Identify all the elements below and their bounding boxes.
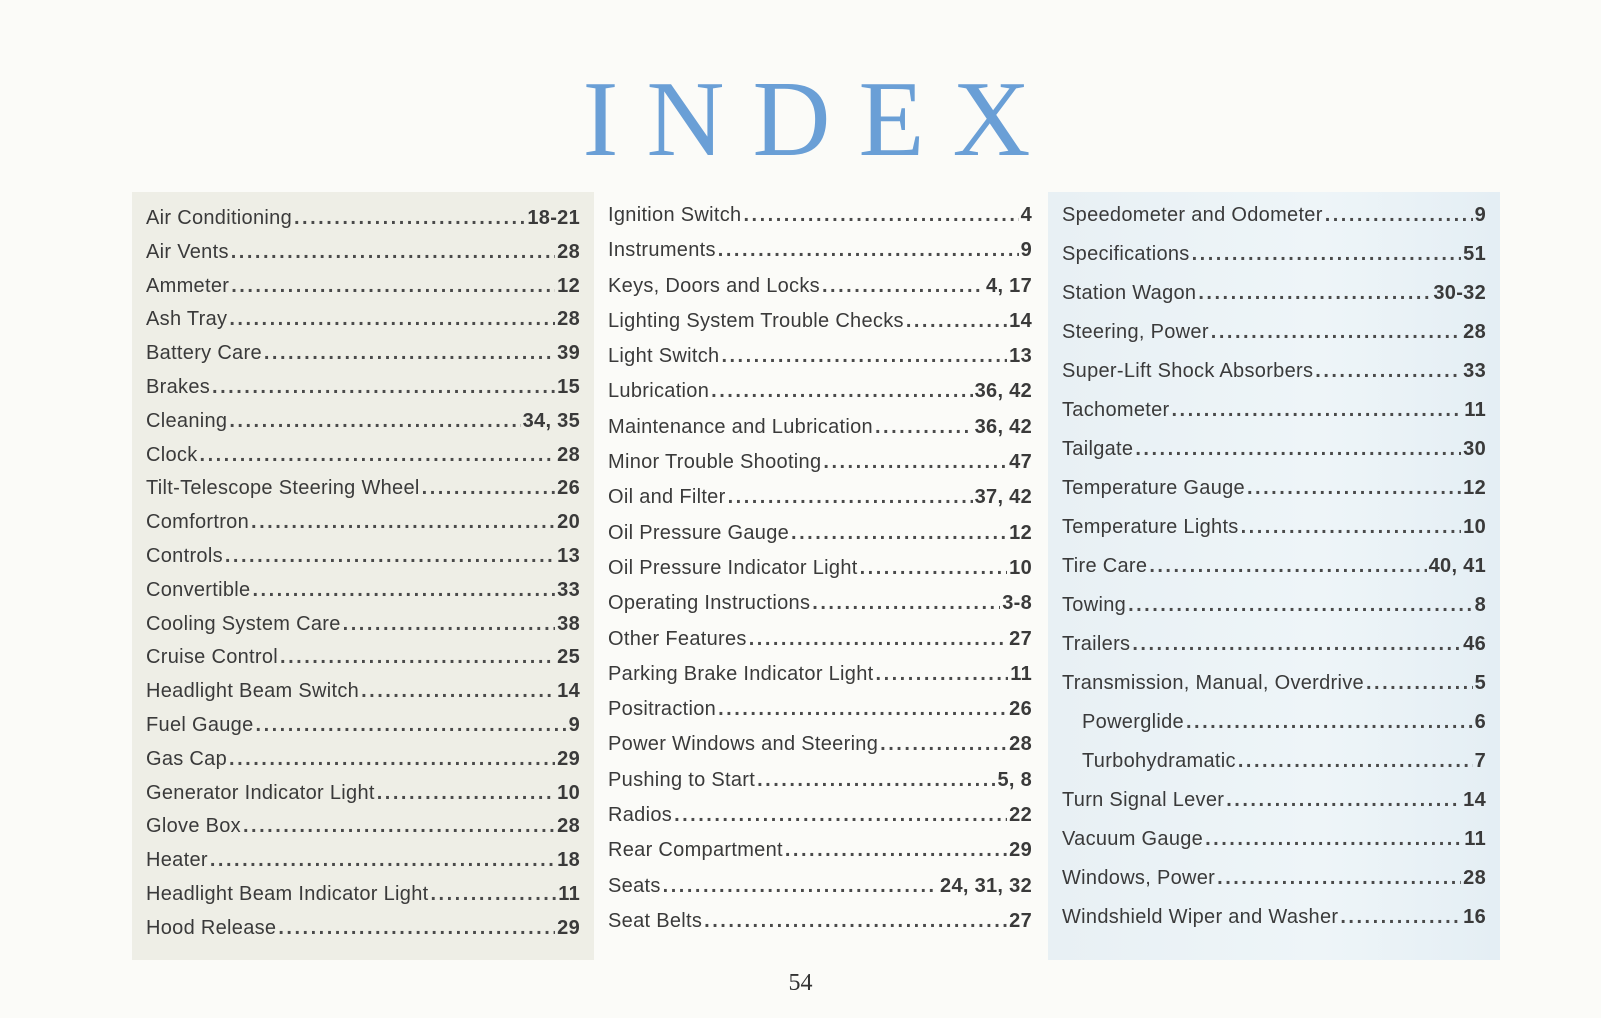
index-column-1 xyxy=(132,192,594,960)
dot-leader xyxy=(1325,196,1473,235)
index-entry xyxy=(608,692,1032,727)
dot-leader xyxy=(1172,391,1463,430)
index-entry xyxy=(146,608,580,642)
index-entry xyxy=(1062,469,1486,508)
index-entry xyxy=(608,586,1032,621)
index-entry xyxy=(1062,313,1486,352)
dot-leader xyxy=(229,303,555,337)
index-entry-label: Rear Compartment xyxy=(608,839,783,862)
dot-leader xyxy=(210,844,555,878)
index-entry-page: 14 xyxy=(1009,309,1032,332)
dot-leader xyxy=(229,405,520,439)
dot-leader xyxy=(422,472,556,506)
index-entry-page: 33 xyxy=(557,578,580,601)
index-entry-page: 20 xyxy=(557,511,580,534)
index-entry xyxy=(1062,352,1486,391)
index-entry xyxy=(146,439,580,473)
index-entry-label: Positraction xyxy=(608,698,717,721)
dot-leader xyxy=(704,904,1007,939)
dot-leader xyxy=(231,236,555,270)
dot-leader xyxy=(860,551,1008,586)
dot-leader xyxy=(1149,547,1426,586)
index-entry xyxy=(146,844,580,878)
dot-leader xyxy=(674,798,1007,833)
dot-leader xyxy=(361,675,555,709)
index-entry-page: 18-21 xyxy=(527,207,580,229)
index-entry xyxy=(1062,625,1486,664)
index-entry-page: 5 xyxy=(1474,672,1486,694)
index-entry-page: 33 xyxy=(1463,360,1486,382)
index-entry xyxy=(146,743,580,777)
index-entry-label: Comfortron xyxy=(146,511,250,534)
index-entry xyxy=(146,810,580,844)
index-entry-page: 15 xyxy=(557,375,580,398)
dot-leader xyxy=(231,270,555,304)
dot-leader xyxy=(721,339,1007,374)
index-entry xyxy=(608,798,1032,833)
index-entry xyxy=(1062,586,1486,625)
index-entry-label: Air Conditioning xyxy=(146,207,292,229)
index-entry-page: 6 xyxy=(1474,711,1486,733)
index-entry-label: Lubrication xyxy=(608,380,710,403)
index-entry-page: 30 xyxy=(1463,438,1486,460)
dot-leader xyxy=(1241,508,1462,547)
dot-leader xyxy=(1366,664,1473,703)
index-entry xyxy=(1062,664,1486,703)
index-entry-label: Seats xyxy=(608,874,661,897)
index-entry-page: 26 xyxy=(557,477,580,500)
dot-leader xyxy=(1217,859,1461,898)
dot-leader xyxy=(728,480,973,515)
index-entry-label: Vacuum Gauge xyxy=(1062,828,1204,850)
dot-leader xyxy=(212,371,555,405)
index-entry-page: 28 xyxy=(1463,321,1486,343)
index-entry-page: 14 xyxy=(1463,789,1486,811)
index-entry-page: 37, 42 xyxy=(974,486,1032,509)
index-entry-label: Air Vents xyxy=(146,240,229,263)
index-entry-label: Headlight Beam Indicator Light xyxy=(146,882,429,905)
index-entry-label: Ammeter xyxy=(146,274,230,297)
index-entry-label: Brakes xyxy=(146,375,211,398)
dot-leader xyxy=(294,202,525,236)
index-entry-page: 29 xyxy=(557,916,580,939)
index-entry-page: 28 xyxy=(1463,867,1486,889)
index-entry xyxy=(146,709,580,743)
dot-leader xyxy=(252,574,555,608)
index-entry xyxy=(1062,274,1486,313)
index-entry-label: Battery Care xyxy=(146,342,262,365)
index-entry-label: Tilt-Telescope Steering Wheel xyxy=(146,477,420,500)
dot-leader xyxy=(785,833,1007,868)
index-entry xyxy=(608,763,1032,798)
index-entry-label: Hood Release xyxy=(146,916,277,939)
index-entry-label: Power Windows and Steering xyxy=(608,733,879,756)
dot-leader xyxy=(264,337,555,371)
index-entry-page: 11 xyxy=(1464,399,1486,421)
index-entry xyxy=(608,869,1032,904)
dot-leader xyxy=(377,777,555,811)
dot-leader xyxy=(278,912,555,946)
dot-leader xyxy=(1226,781,1461,820)
dot-leader xyxy=(343,608,555,642)
dot-leader xyxy=(1340,898,1461,937)
dot-leader xyxy=(823,445,1007,480)
dot-leader xyxy=(822,269,984,304)
index-entry xyxy=(608,339,1032,374)
index-entry xyxy=(1062,742,1486,781)
index-entry-page: 10 xyxy=(1009,556,1032,579)
index-entry-label: Turbohydramatic xyxy=(1082,750,1236,772)
dot-leader xyxy=(1205,820,1462,859)
index-entry-label: Gas Cap xyxy=(146,747,228,770)
index-entry-label: Oil and Filter xyxy=(608,486,726,509)
index-entry xyxy=(146,405,580,439)
index-entry-page: 10 xyxy=(557,781,580,804)
index-entry xyxy=(146,371,580,405)
index-entry-page: 28 xyxy=(557,443,580,466)
dot-leader xyxy=(875,410,973,445)
index-entry-label: Parking Brake Indicator Light xyxy=(608,662,874,685)
index-entry xyxy=(608,480,1032,515)
dot-leader xyxy=(1135,430,1461,469)
dot-leader xyxy=(1132,625,1461,664)
index-entry-page: 12 xyxy=(557,274,580,297)
dot-leader xyxy=(280,641,555,675)
index-entry xyxy=(1062,196,1486,235)
index-entry-label: Steering, Power xyxy=(1062,321,1209,343)
index-entry xyxy=(608,551,1032,586)
index-entry xyxy=(1062,547,1486,586)
index-entry-label: Convertible xyxy=(146,578,251,601)
index-entry xyxy=(1062,235,1486,274)
index-entry-label: Windows, Power xyxy=(1062,867,1216,889)
index-entry-page: 14 xyxy=(557,680,580,703)
dot-leader xyxy=(812,586,1000,621)
index-entry-label: Ash Tray xyxy=(146,308,228,331)
index-entry xyxy=(1062,391,1486,430)
index-entry-label: Headlight Beam Switch xyxy=(146,680,360,703)
dot-leader xyxy=(1186,703,1473,742)
dot-leader xyxy=(876,657,1009,692)
index-entry xyxy=(146,303,580,337)
index-entry-page: 34, 35 xyxy=(522,409,580,432)
dot-leader xyxy=(1128,586,1473,625)
index-entry-page: 36, 42 xyxy=(974,380,1032,403)
index-entry-page: 40, 41 xyxy=(1428,555,1486,577)
index-entry xyxy=(608,198,1032,233)
index-entry xyxy=(608,904,1032,939)
index-entry-label: Glove Box xyxy=(146,815,241,838)
index-entry-page: 28 xyxy=(557,240,580,263)
index-entry-label: Specifications xyxy=(1062,243,1190,265)
index-entry xyxy=(608,374,1032,409)
index-entry-page: 28 xyxy=(557,815,580,838)
index-entry-page: 29 xyxy=(1009,839,1032,862)
index-entry-page: 9 xyxy=(568,713,580,736)
dot-leader xyxy=(243,810,555,844)
index-entry xyxy=(608,233,1032,268)
dot-leader xyxy=(1238,742,1473,781)
index-entry-label: Oil Pressure Gauge xyxy=(608,521,790,544)
index-entry-label: Trailers xyxy=(1062,633,1131,655)
index-entry-page: 12 xyxy=(1009,521,1032,544)
index-entry-label: Controls xyxy=(146,544,223,567)
dot-leader xyxy=(225,540,555,574)
dot-leader xyxy=(1198,274,1431,313)
index-entry-label: Seat Belts xyxy=(608,909,703,932)
index-entry xyxy=(1062,859,1486,898)
index-entry-label: Lighting System Trouble Checks xyxy=(608,309,904,332)
index-entry xyxy=(146,777,580,811)
index-entry xyxy=(146,641,580,675)
page-number: 54 xyxy=(788,970,813,996)
index-entry-label: Station Wagon xyxy=(1062,282,1197,304)
index-entry xyxy=(146,506,580,540)
index-entry-page: 26 xyxy=(1009,698,1032,721)
index-entry-label: Radios xyxy=(608,804,673,827)
index-entry xyxy=(608,410,1032,445)
index-entry-page: 13 xyxy=(1009,345,1032,368)
index-entry-label: Pushing to Start xyxy=(608,768,756,791)
index-entry xyxy=(146,540,580,574)
index-column-3 xyxy=(1048,192,1500,960)
index-entry-page: 36, 42 xyxy=(974,415,1032,438)
dot-leader xyxy=(718,233,1019,268)
index-entry-page: 38 xyxy=(557,612,580,635)
dot-leader xyxy=(229,743,555,777)
index-entry xyxy=(608,304,1032,339)
dot-leader xyxy=(906,304,1007,339)
index-entry-label: Clock xyxy=(146,443,198,466)
index-entry xyxy=(146,270,580,304)
dot-leader xyxy=(718,692,1007,727)
dot-leader xyxy=(256,709,567,743)
index-entry xyxy=(1062,430,1486,469)
index-entry-label: Generator Indicator Light xyxy=(146,781,375,804)
dot-leader xyxy=(200,439,556,473)
index-entry-page: 47 xyxy=(1009,451,1032,474)
dot-leader xyxy=(757,763,995,798)
index-entry-page: 9 xyxy=(1020,239,1032,262)
index-entry xyxy=(146,236,580,270)
index-entry-page: 13 xyxy=(557,544,580,567)
index-entry xyxy=(608,622,1032,657)
index-entry-label: Towing xyxy=(1062,594,1127,616)
index-entry xyxy=(608,657,1032,692)
dot-leader xyxy=(663,869,938,904)
index-entry-label: Instruments xyxy=(608,239,716,262)
index-entry xyxy=(1062,898,1486,937)
index-entry-page: 25 xyxy=(557,646,580,669)
index-entry xyxy=(608,727,1032,762)
index-entry-label: Turn Signal Lever xyxy=(1062,789,1225,811)
index-entry xyxy=(146,675,580,709)
index-entry-label: Temperature Gauge xyxy=(1062,477,1245,499)
index-entry xyxy=(146,574,580,608)
index-entry-label: Minor Trouble Shooting xyxy=(608,451,822,474)
dot-leader xyxy=(1192,235,1462,274)
dot-leader xyxy=(431,878,557,912)
index-entry-page: 4, 17 xyxy=(986,274,1032,297)
index-entry-label: Ignition Switch xyxy=(608,204,742,226)
index-entry-page: 24, 31, 32 xyxy=(940,874,1032,897)
index-entry xyxy=(1062,703,1486,742)
index-entry-label: Transmission, Manual, Overdrive xyxy=(1062,672,1364,694)
index-entry-label: Operating Instructions xyxy=(608,592,811,615)
index-entry-label: Tachometer xyxy=(1062,399,1170,421)
index-entry-page: 5, 8 xyxy=(997,768,1032,791)
index-entry-page: 8 xyxy=(1474,594,1486,616)
index-entry-page: 39 xyxy=(557,342,580,365)
index-entry-label: Light Switch xyxy=(608,345,720,368)
index-entry-label: Tire Care xyxy=(1062,555,1148,577)
page-title: INDEX xyxy=(582,60,1059,179)
index-entry-page: 12 xyxy=(1463,477,1486,499)
dot-leader xyxy=(791,516,1007,551)
index-entry-label: Tailgate xyxy=(1062,438,1134,460)
index-entry-page: 18 xyxy=(557,849,580,872)
index-entry xyxy=(146,472,580,506)
index-entry-page: 27 xyxy=(1009,627,1032,650)
dot-leader xyxy=(1315,352,1461,391)
index-entry-label: Heater xyxy=(146,849,208,872)
index-entry-page: 10 xyxy=(1463,516,1486,538)
index-entry-page: 51 xyxy=(1463,243,1486,265)
index-entry-label: Super-Lift Shock Absorbers xyxy=(1062,360,1314,382)
index-entry-label: Cleaning xyxy=(146,409,228,432)
index-column-2 xyxy=(594,192,1046,960)
index-entry xyxy=(146,912,580,946)
index-entry xyxy=(146,202,580,236)
index-entry xyxy=(1062,781,1486,820)
dot-leader xyxy=(251,506,555,540)
index-entry xyxy=(1062,820,1486,859)
index-entry-label: Keys, Doors and Locks xyxy=(608,274,820,297)
dot-leader xyxy=(743,198,1018,233)
index-entry-page: 29 xyxy=(557,747,580,770)
dot-leader xyxy=(711,374,972,409)
index-entry-page: 46 xyxy=(1463,633,1486,655)
index-entry-label: Oil Pressure Indicator Light xyxy=(608,556,858,579)
index-entry-label: Cruise Control xyxy=(146,646,279,669)
index-entry-page: 28 xyxy=(1009,733,1032,756)
index-entry-label: Cooling System Care xyxy=(146,612,341,635)
index-entry xyxy=(608,269,1032,304)
index-entry-page: 4 xyxy=(1020,204,1032,226)
index-entry-label: Fuel Gauge xyxy=(146,713,254,736)
dot-leader xyxy=(1247,469,1461,508)
dot-leader xyxy=(880,727,1007,762)
index-entry xyxy=(608,445,1032,480)
index-entry-label: Powerglide xyxy=(1082,711,1184,733)
index-entry-page: 7 xyxy=(1474,750,1486,772)
index-entry-label: Maintenance and Lubrication xyxy=(608,415,873,438)
index-entry-label: Other Features xyxy=(608,627,747,650)
index-entry-page: 11 xyxy=(1010,662,1032,685)
dot-leader xyxy=(1211,313,1461,352)
index-entry-page: 22 xyxy=(1009,804,1032,827)
index-entry-label: Speedometer and Odometer xyxy=(1062,204,1323,226)
index-entry xyxy=(608,516,1032,551)
index-entry xyxy=(1062,508,1486,547)
index-entry-page: 9 xyxy=(1474,204,1486,226)
index-entry-page: 11 xyxy=(1464,828,1486,850)
index-entry-page: 3-8 xyxy=(1002,592,1032,615)
dot-leader xyxy=(749,622,1007,657)
index-entry xyxy=(608,833,1032,868)
index-entry-label: Windshield Wiper and Washer xyxy=(1062,906,1339,928)
index-entry xyxy=(146,878,580,912)
index-entry-page: 27 xyxy=(1009,909,1032,932)
index-entry xyxy=(146,337,580,371)
index-entry-page: 16 xyxy=(1463,906,1486,928)
index-entry-label: Temperature Lights xyxy=(1062,516,1239,538)
index-entry-page: 28 xyxy=(557,308,580,331)
index-entry-page: 11 xyxy=(558,882,580,905)
index-entry-page: 30-32 xyxy=(1433,282,1486,304)
